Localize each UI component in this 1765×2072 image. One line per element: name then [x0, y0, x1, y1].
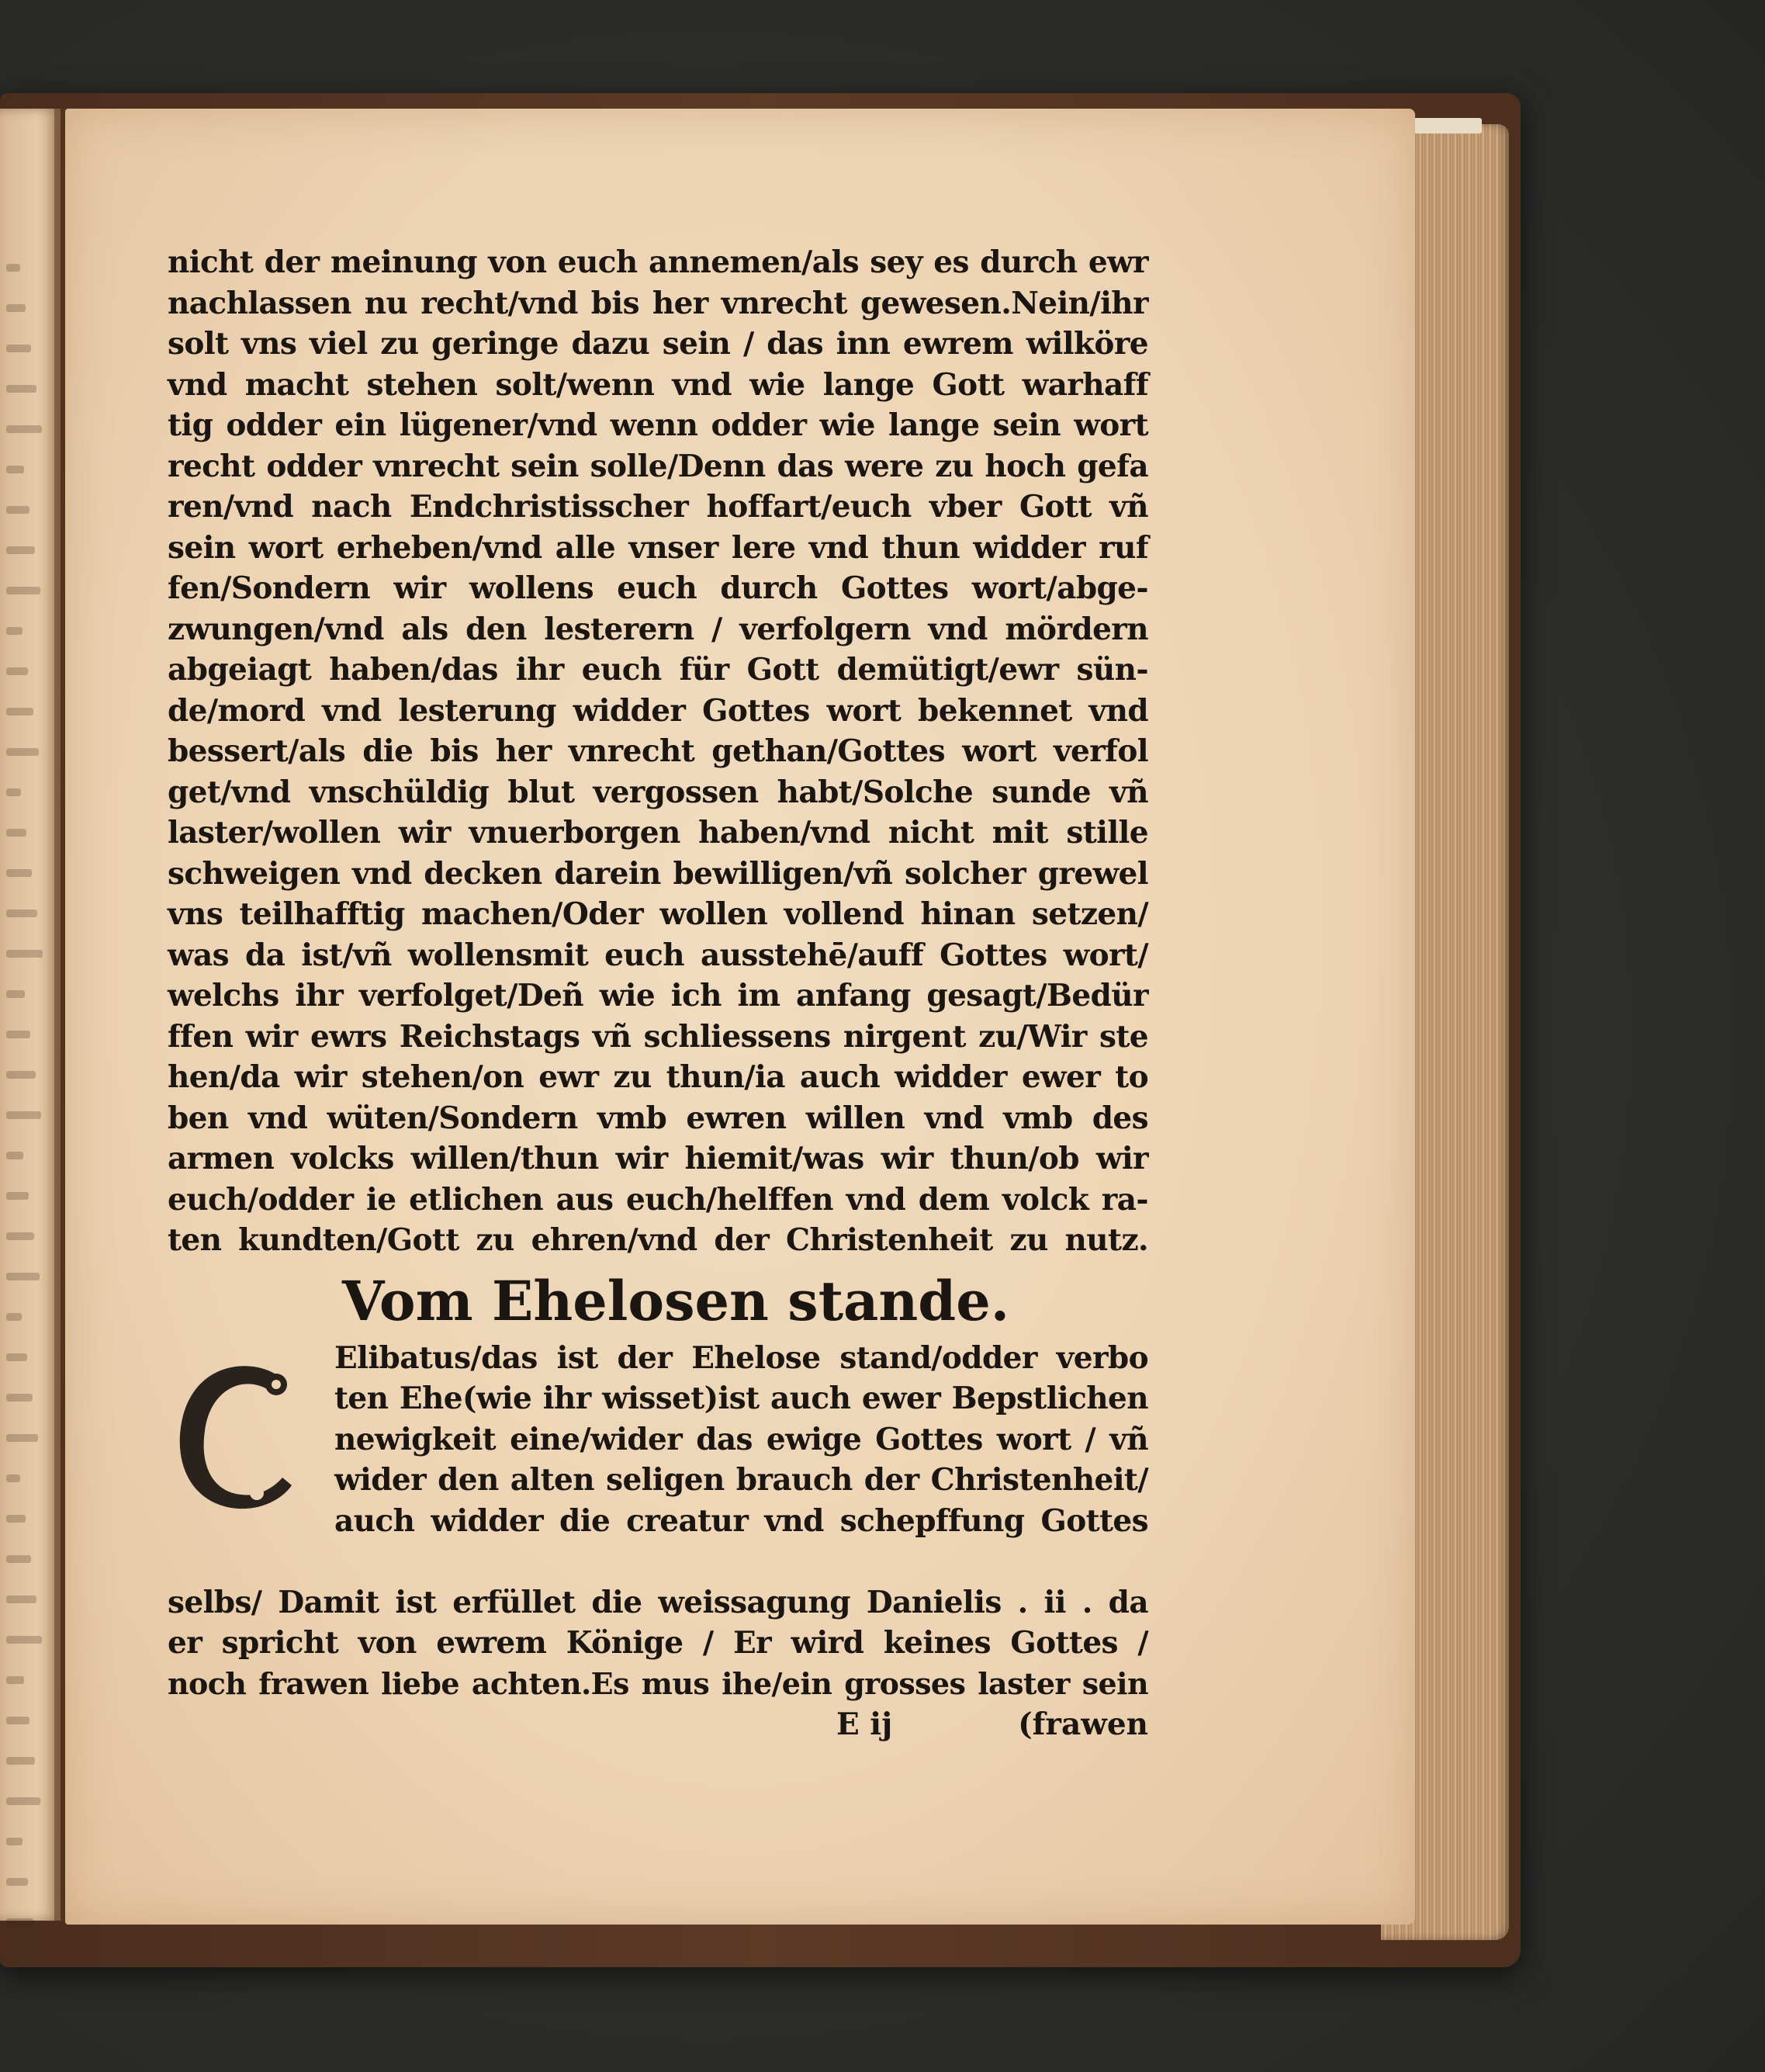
bleed-mark — [6, 1273, 40, 1280]
section-heading: Vom Ehelosen stande. — [342, 1268, 1010, 1333]
bleed-mark — [6, 304, 26, 312]
bleed-mark — [6, 506, 29, 514]
bleed-mark — [6, 1636, 42, 1644]
bleed-mark — [6, 587, 40, 594]
bleed-mark — [6, 1031, 30, 1038]
text-line: vnd macht stehen solt/wenn vnd wie lange Gott warhaff — [168, 366, 1148, 403]
page-text — [168, 242, 1148, 1745]
bleed-mark — [6, 667, 28, 675]
bleed-mark — [6, 1192, 29, 1200]
bleed-mark — [6, 425, 42, 433]
bleed-mark — [6, 788, 21, 796]
bleed-mark — [6, 748, 39, 756]
left-page-sliver — [0, 109, 61, 1921]
bleed-mark — [6, 950, 43, 958]
text-line: get/vnd vnschüldig blut vergossen habt/Solche sunde vñ — [168, 774, 1148, 810]
text-line: welchs ihr verfolget/Deñ wie ich im anfang gesagt/Bedür — [168, 978, 1148, 1013]
text-line: wider den alten seligen brauch der Christenheit/ — [334, 1462, 1148, 1498]
bleed-mark — [6, 1071, 36, 1079]
bleed-mark — [6, 1878, 28, 1886]
text-line: Elibatus/das ist der Ehelose stand/odder verbo — [334, 1339, 1148, 1376]
bleed-mark — [6, 1515, 26, 1523]
bleed-mark — [6, 708, 33, 715]
text-line: ffen wir ewrs Reichstags vñ schliessens nirgent zu/Wir ste — [168, 1018, 1148, 1055]
tail-text — [168, 1582, 1148, 1705]
text-line: sein wort erheben/vnd alle vnser lere vnd thun widder ruf — [168, 529, 1148, 566]
text-line: ben vnd wüten/Sondern vmb ewren willen vnd vmb des — [168, 1100, 1148, 1136]
text-line: armen volcks willen/thun wir hiemit/was wir thun/ob wir — [168, 1141, 1148, 1176]
bleed-mark — [6, 264, 20, 272]
text-line: tig odder ein lügener/vnd wenn odder wie lange sein wort — [168, 407, 1148, 443]
bleed-mark — [6, 829, 26, 837]
bleed-mark — [6, 385, 36, 393]
bleed-mark — [6, 1797, 40, 1805]
page-footer — [168, 1704, 1148, 1745]
text-line: laster/wollen wir vnuerborgen haben/vnd nicht mit stille — [168, 815, 1148, 851]
text-line: zwungen/vnd als den lesterern / verfolgern vnd mördern — [168, 611, 1148, 647]
text-line: hen/da wir stehen/on ewr zu thun/ia auch widder ewer to — [168, 1059, 1148, 1095]
bleed-mark — [6, 1152, 23, 1159]
text-line: selbs/ Damit ist erfüllet die weissagung Danielis . ii . da — [168, 1584, 1148, 1620]
bleed-mark — [6, 1434, 38, 1442]
bleed-mark — [6, 1555, 31, 1563]
bleed-mark — [6, 1838, 22, 1845]
bleed-mark — [6, 1596, 36, 1603]
bleed-mark — [6, 1474, 20, 1482]
text-line: newigkeit eine/wider das ewige Gottes wort / vñ — [334, 1421, 1148, 1457]
text-line: bessert/als die bis her vnrecht gethan/Gottes wort verfol — [168, 733, 1148, 769]
bleed-mark — [6, 1717, 29, 1724]
text-line: vns teilhafftig machen/Oder wollen vollend hinan setzen/ — [168, 896, 1148, 932]
signature-mark: E ij — [836, 1706, 893, 1742]
text-line: nachlassen nu recht/vnd bis her vnrecht gewesen.Nein/ihr — [168, 285, 1148, 321]
catchword: (frawen — [1018, 1706, 1148, 1742]
text-line: abgeiagt haben/das ihr euch für Gott demütigt/ewr sün- — [168, 652, 1148, 688]
text-line: ten kundten/Gott zu ehren/vnd der Christenheit zu nutz. — [168, 1222, 1148, 1258]
text-line: solt vns viel zu geringe dazu sein / das inn ewrem wilköre — [168, 326, 1148, 362]
decorated-initial-c-icon — [168, 1353, 307, 1516]
bleed-mark — [6, 345, 31, 352]
bleed-mark — [6, 466, 24, 473]
bleed-mark — [6, 1918, 33, 1926]
bleed-mark — [6, 1394, 33, 1402]
bleed-mark — [6, 1757, 35, 1765]
text-line: fen/Sondern wir wollens euch durch Gottes wort/abge- — [168, 570, 1148, 606]
body-text — [168, 242, 1148, 1261]
bleed-mark — [6, 1353, 27, 1361]
bleed-mark — [6, 1232, 34, 1240]
text-line: nicht der meinung von euch annemen/als sey es durch ewr — [168, 244, 1148, 280]
text-line: ten Ehe(wie ihr wisset)ist auch ewer Bepstlichen — [334, 1381, 1148, 1416]
text-line: noch frawen liebe achten.Es mus ihe/ein grosses laster sein — [168, 1665, 1148, 1701]
bleed-mark — [6, 1313, 22, 1321]
text-line: was da ist/vñ wollensmit euch ausstehē/auff Gottes wort/ — [168, 937, 1148, 973]
text-line: ren/vnd nach Endchristisscher hoffart/euch vber Gott vñ — [168, 489, 1148, 525]
text-line: schweigen vnd decken darein bewilligen/vñ solcher grewel — [168, 855, 1148, 892]
text-line: euch/odder ie etlichen aus euch/helffen vnd dem volck ra- — [168, 1181, 1148, 1218]
bleed-mark — [6, 1111, 41, 1119]
bleed-mark — [6, 990, 25, 998]
initial-paragraph — [168, 1338, 1148, 1582]
text-line: de/mord vnd lesterung widder Gottes wort bekennet vnd — [168, 692, 1148, 729]
bleed-mark — [6, 546, 35, 554]
text-line: er spricht von ewrem Könige / Er wird keines Gottes / — [168, 1625, 1148, 1661]
bleed-mark — [6, 1676, 24, 1684]
text-line: auch widder die creatur vnd schepffung Gottes — [334, 1502, 1148, 1539]
bleed-mark — [6, 869, 32, 877]
bleed-mark — [6, 627, 22, 635]
bleed-mark — [6, 910, 37, 917]
text-line: recht odder vnrecht sein solle/Denn das were zu hoch gefa — [168, 448, 1148, 484]
indented-text — [334, 1338, 1148, 1542]
